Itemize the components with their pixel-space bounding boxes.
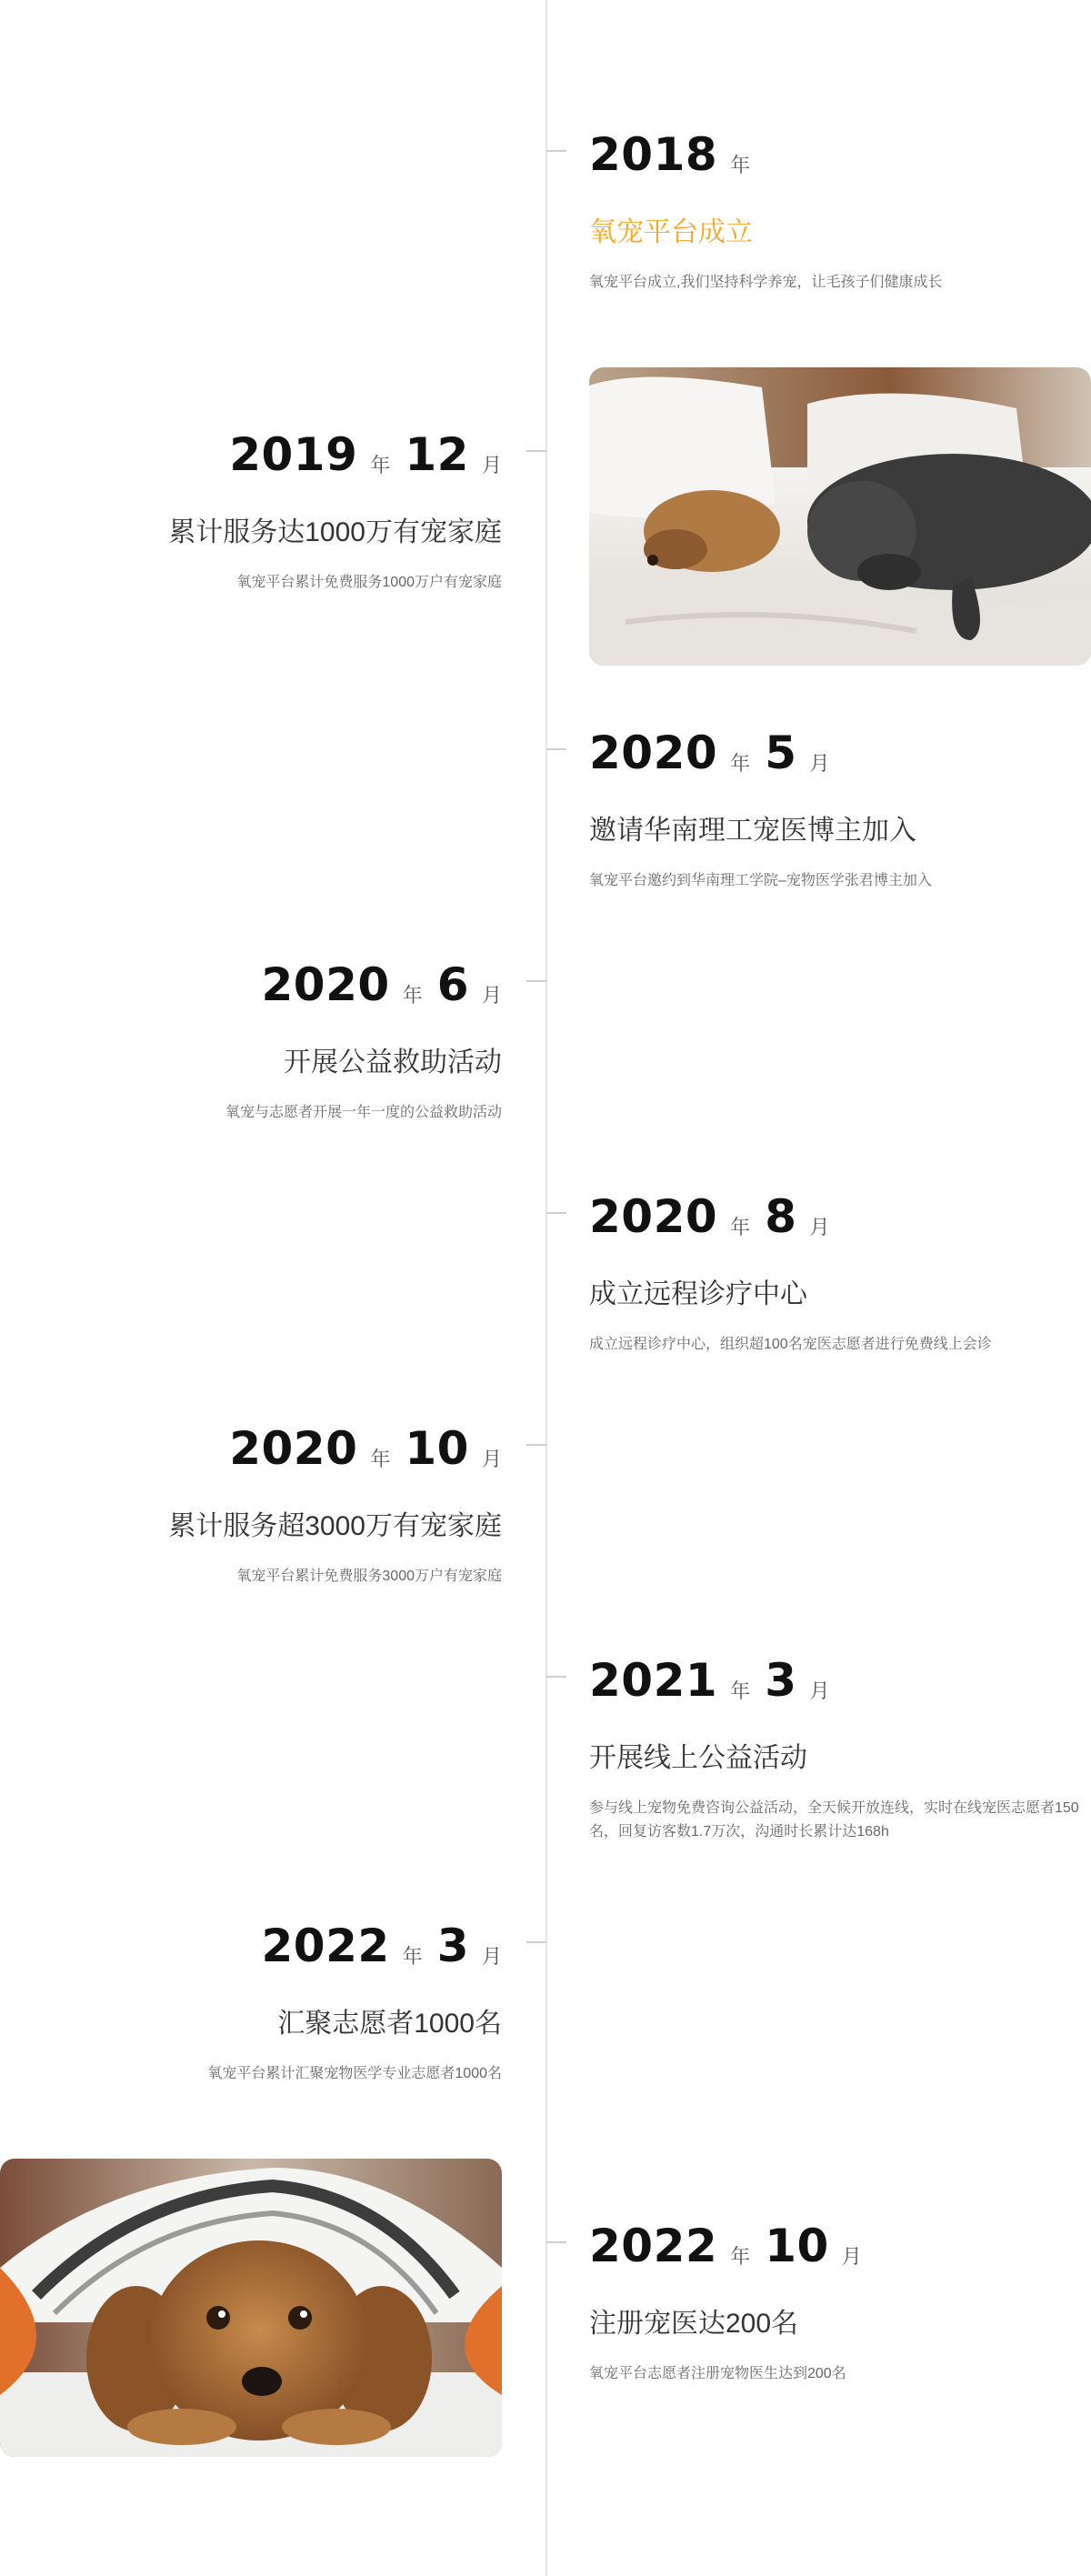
timeline-tick	[526, 450, 546, 452]
timeline-entry-2022-3	[29, 1920, 502, 2086]
timeline-tick	[546, 1676, 566, 1678]
timeline-line	[546, 0, 547, 2576]
entry-date	[29, 1920, 502, 1971]
month-unit: 月	[841, 2245, 862, 2268]
entry-description: 氧宠与志愿者开展一年一度的公益救助活动	[225, 1105, 502, 1120]
entry-title: 汇聚志愿者1000名	[277, 2009, 502, 2039]
entry-description: 参与线上宠物免费咨询公益活动，全天候开放连线，实时在线宠医志愿者150名，回复访客数1.7万次，沟通时长累计达168h	[589, 1800, 1079, 1839]
entry-title: 累计服务超3000万有宠家庭	[168, 1511, 502, 1541]
year-number: 2020	[589, 1190, 718, 1243]
month-number: 6	[436, 958, 469, 1011]
year-number: 2020	[229, 1422, 358, 1475]
month-unit: 月	[809, 752, 830, 775]
entry-date	[589, 727, 1089, 778]
year-number: 2021	[589, 1654, 718, 1707]
entry-title: 氧宠平台成立	[589, 217, 753, 247]
year-number: 2019	[229, 428, 358, 481]
entry-date	[29, 959, 502, 1010]
year-unit: 年	[730, 752, 751, 775]
timeline-entry-2019-12	[29, 429, 502, 595]
timeline-entry-2022-10	[589, 2220, 1089, 2386]
month-unit: 月	[809, 1679, 830, 1702]
entry-description: 氧宠平台邀约到华南理工学院–宠物医学张君博主加入	[589, 873, 932, 888]
timeline-entry-2020-6	[29, 959, 502, 1125]
timeline-tick	[546, 2241, 566, 2243]
month-number: 5	[765, 727, 797, 779]
two-dogs-sleeping-photo	[589, 367, 1091, 666]
timeline-entry-2018	[589, 129, 1089, 295]
timeline-tick	[526, 1941, 546, 1943]
month-number: 8	[765, 1190, 797, 1243]
timeline-entry-2021-3	[589, 1655, 1089, 1844]
entry-title: 邀请华南理工宠医博主加入	[589, 816, 916, 846]
dog-under-blanket-photo	[0, 2159, 502, 2457]
entry-date	[589, 2220, 1089, 2271]
timeline-tick	[546, 748, 566, 750]
timeline-tick	[526, 1444, 546, 1446]
year-unit: 年	[730, 1679, 751, 1702]
entry-date	[589, 129, 1089, 180]
month-number: 3	[436, 1919, 469, 1972]
entry-title: 注册宠医达200名	[589, 2309, 799, 2339]
month-unit: 月	[481, 1945, 502, 1968]
year-unit: 年	[370, 454, 391, 476]
entry-description: 氧宠平台累计免费服务3000万户有宠家庭	[236, 1569, 502, 1584]
entry-title: 开展公益救助活动	[284, 1047, 502, 1078]
entry-description: 成立远程诊疗中心，组织超100名宠医志愿者进行免费线上会诊	[589, 1337, 992, 1352]
year-unit: 年	[730, 154, 751, 176]
entry-description: 氧宠平台志愿者注册宠物医生达到200名	[589, 2366, 846, 2381]
timeline-tick	[546, 150, 566, 152]
year-unit: 年	[730, 1216, 751, 1238]
timeline-entry-2020-10	[29, 1423, 502, 1589]
year-number: 2022	[589, 2220, 718, 2272]
month-unit: 月	[481, 1448, 502, 1470]
entry-description: 氧宠平台累计汇聚宠物医学专业志愿者1000名	[207, 2066, 502, 2081]
month-unit: 月	[809, 1216, 830, 1238]
month-unit: 月	[481, 454, 502, 476]
entry-date	[589, 1191, 1089, 1242]
entry-title: 累计服务达1000万有宠家庭	[168, 517, 502, 547]
month-number: 10	[405, 1422, 469, 1475]
timeline-tick	[526, 980, 546, 982]
year-number: 2018	[589, 128, 718, 181]
timeline-entry-2020-5	[589, 727, 1089, 893]
timeline-tick	[546, 1212, 566, 1214]
year-unit: 年	[370, 1448, 391, 1470]
entry-title: 开展线上公益活动	[589, 1743, 807, 1773]
month-number: 12	[405, 428, 469, 481]
year-number: 2020	[589, 727, 718, 779]
year-number: 2020	[261, 958, 390, 1011]
year-unit: 年	[730, 2245, 751, 2268]
month-number: 10	[765, 2220, 829, 2272]
entry-description: 氧宠平台成立,我们坚持科学养宠，让毛孩子们健康成长	[589, 275, 943, 290]
month-number: 3	[765, 1654, 797, 1707]
entry-date	[29, 1423, 502, 1474]
timeline-entry-2020-8	[589, 1191, 1089, 1357]
entry-date	[29, 429, 502, 480]
year-unit: 年	[402, 984, 423, 1007]
entry-date	[589, 1655, 1089, 1706]
entry-description: 氧宠平台累计免费服务1000万户有宠家庭	[236, 575, 502, 590]
entry-title: 成立远程诊疗中心	[589, 1279, 807, 1309]
year-number: 2022	[261, 1919, 390, 1972]
year-unit: 年	[402, 1945, 423, 1968]
month-unit: 月	[481, 984, 502, 1007]
